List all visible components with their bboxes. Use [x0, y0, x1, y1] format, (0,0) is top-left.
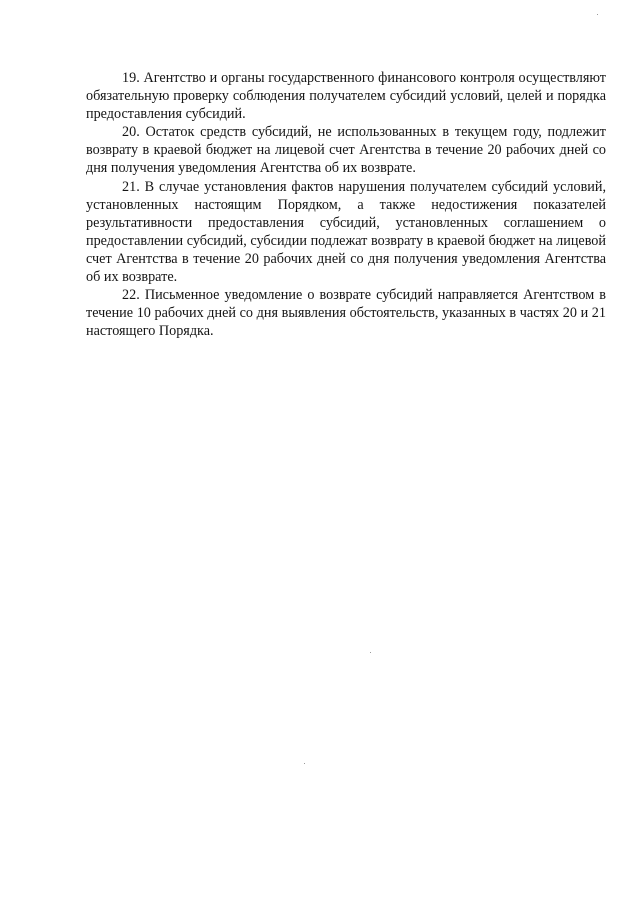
paragraph-22: 22. Письменное уведомление о возврате субсидий направляется Агентством в течение 10 рабочих дней со дня выявления обстоятельств, указанных в частях 20 и 21 настоящего Порядка.: [86, 287, 606, 340]
paragraph-19: 19. Агентство и органы государственного финансового контроля осуществляют обязательную проверку соблюдения получателем субсидий условий, целей и порядка предоставления субсидий.: [86, 70, 606, 123]
scan-speck: [370, 652, 371, 653]
scan-speck: [304, 763, 305, 764]
paragraph-21: 21. В случае установления фактов нарушения получателем субсидий условий, установленных настоящим Порядком, а также недостижения показателей результативности предоставления субсидий, установленных соглашением о предоставлении субсидий, субсидии подлежат возврату в краевой бюджет на лицевой счет Агентства в течение 20 рабочих дней со дня получения уведомления Агентства об их возврате.: [86, 178, 606, 286]
document-body: [86, 69, 606, 340]
scan-speck: [597, 14, 598, 15]
paragraph-20: 20. Остаток средств субсидий, не использованных в текущем году, подлежит возврату в краевой бюджет на лицевой счет Агентства в течение 20 рабочих дней со дня получения уведомления Агентства об их возврате.: [86, 124, 606, 177]
